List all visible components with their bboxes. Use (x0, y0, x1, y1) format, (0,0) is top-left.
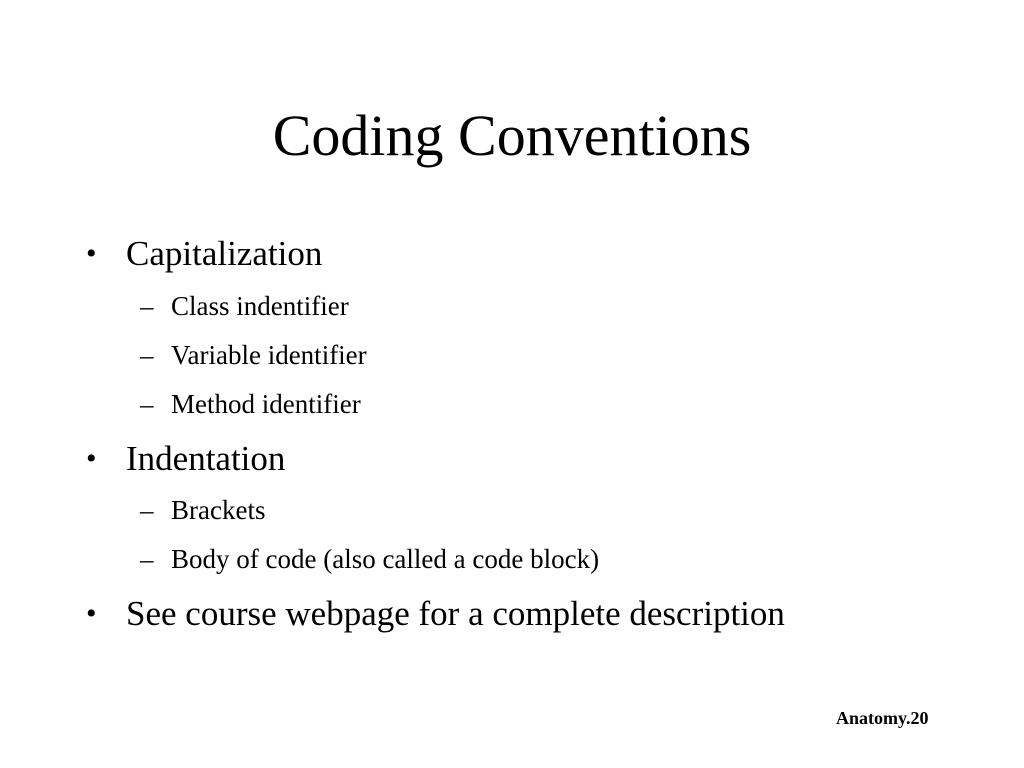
bullet-marker: • (86, 442, 97, 475)
bullet-text: Indentation (126, 439, 286, 478)
dash-marker: – (140, 291, 154, 321)
bullet-marker: • (86, 237, 97, 270)
dash-marker: – (140, 340, 154, 370)
slide-footer: Anatomy.20 (836, 708, 929, 728)
sub-bullet-text: Variable identifier (171, 340, 367, 370)
sub-bullet-text: Body of code (also called a code block) (171, 544, 600, 574)
dash-marker: – (140, 389, 154, 419)
bullet-text: See course webpage for a complete description (126, 594, 785, 633)
dash-marker: – (140, 544, 154, 574)
bullet-marker: • (86, 597, 97, 630)
bullet-text: Capitalization (126, 234, 323, 273)
sub-bullet-text: Method identifier (171, 389, 361, 419)
sub-bullet-text: Class indentifier (171, 291, 349, 321)
sub-bullet-text: Brackets (171, 495, 266, 525)
dash-marker: – (140, 495, 154, 525)
slide-title: Coding Conventions (272, 103, 752, 168)
